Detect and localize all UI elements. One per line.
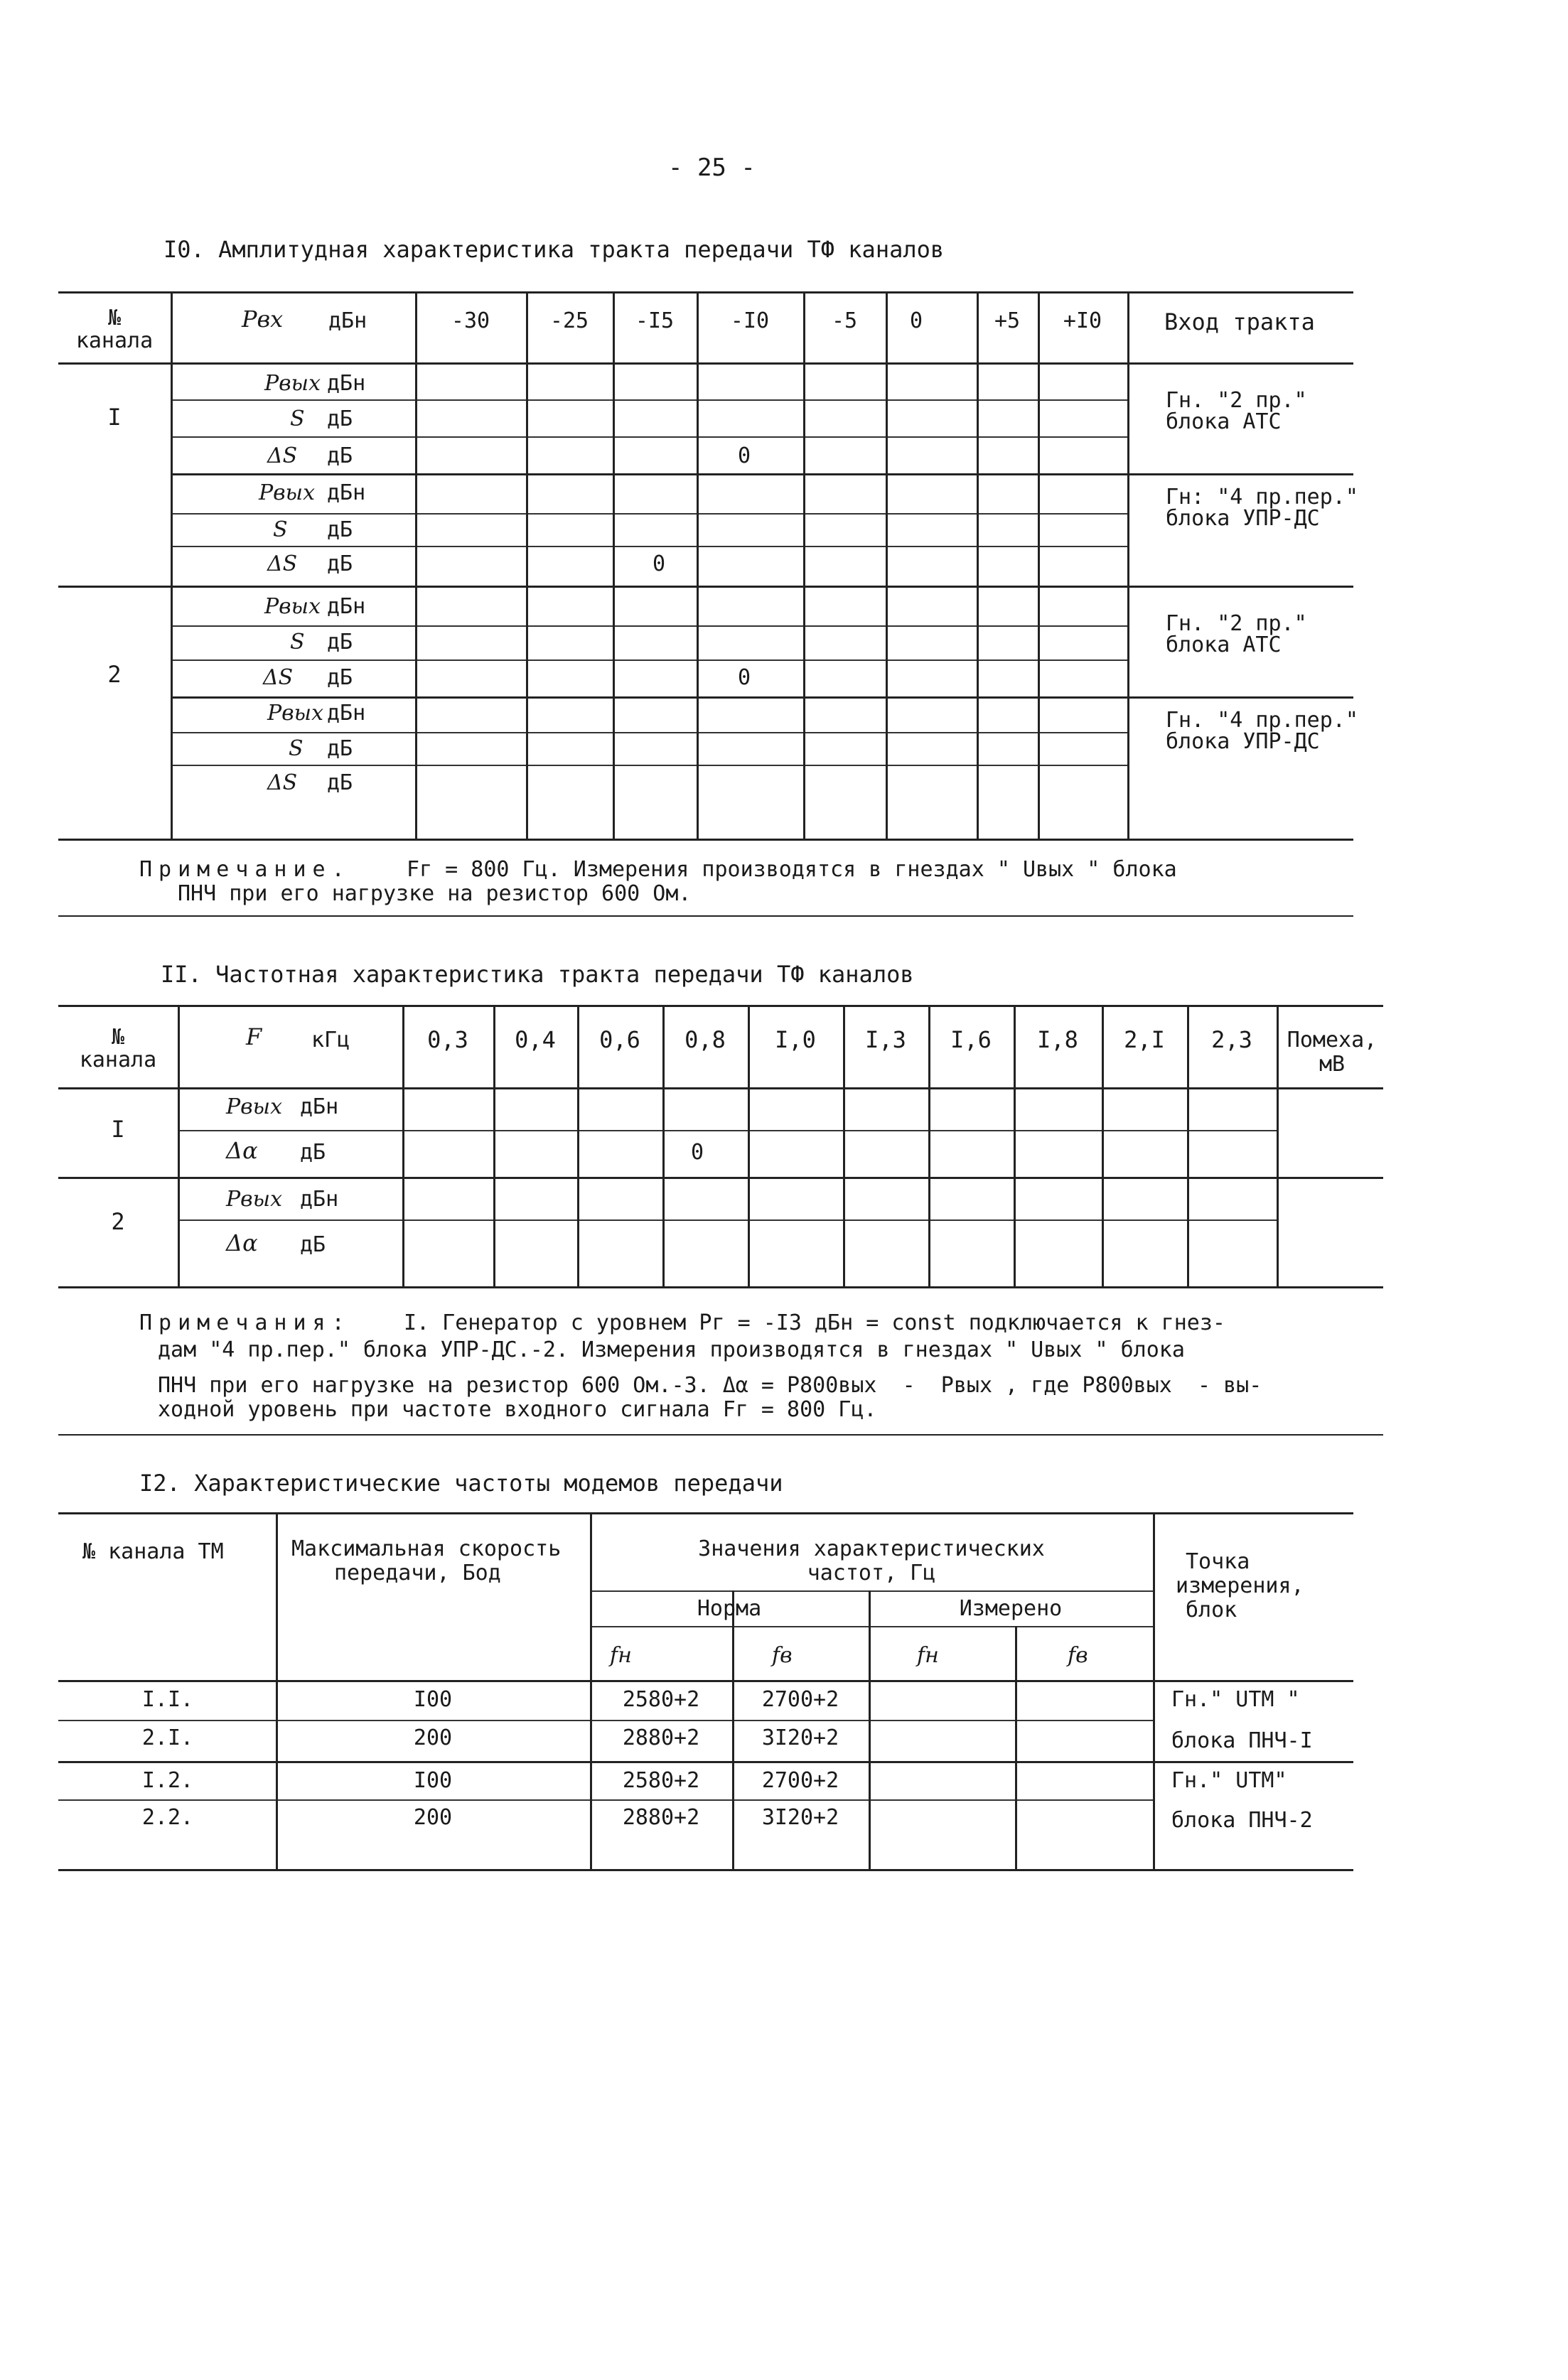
- norm-header: Норма: [697, 1596, 762, 1621]
- channel-number: I: [111, 1116, 125, 1143]
- fv-measured-header: fв: [1068, 1643, 1088, 1668]
- noise-unit: мВ: [1319, 1052, 1346, 1077]
- fv-value: 3I20+2: [761, 1725, 839, 1750]
- row-unit: дБ: [327, 770, 353, 795]
- input-jack: Гн. "2 пр.": [1166, 611, 1307, 636]
- channel-label-header: канала: [75, 328, 154, 353]
- fv-value: 3I20+2: [761, 1805, 839, 1830]
- zero-reference-mark: 0: [738, 665, 751, 690]
- speed-header: передачи, Бод: [334, 1561, 501, 1585]
- baud-rate: 200: [413, 1725, 453, 1750]
- fn-header: fн: [610, 1643, 632, 1668]
- noise-header: Помеха,: [1287, 1028, 1378, 1052]
- level-header: -30: [451, 308, 490, 333]
- row-symbol: S: [273, 517, 288, 542]
- row-unit: дБ: [327, 406, 353, 431]
- note-text: Fг = 800 Гц. Измерения производятся в гнездах " Uвых " блока: [407, 857, 1177, 882]
- channel-number: 2: [111, 1208, 125, 1235]
- fn-value: 2880+2: [622, 1725, 700, 1750]
- frequency-symbol: F: [246, 1023, 262, 1050]
- section12-title: I2. Характеристические частоты модемов передачи: [139, 1470, 783, 1497]
- row-symbol: Pвых: [264, 594, 321, 619]
- frequency-header: I,0: [775, 1026, 816, 1053]
- row-unit: дБн: [300, 1187, 339, 1212]
- row-symbol: Pвых: [226, 1094, 282, 1119]
- frequency-header: I,3: [865, 1026, 906, 1053]
- tm-channel: I.I.: [141, 1687, 194, 1712]
- notes-label: Примечания:: [139, 1310, 351, 1335]
- zero-reference-mark: 0: [691, 1140, 704, 1165]
- baud-rate: I00: [413, 1687, 453, 1712]
- row-symbol: ΔS: [267, 770, 298, 795]
- fn-measured-header: fн: [917, 1643, 939, 1668]
- fn-value: 2580+2: [622, 1687, 700, 1712]
- row-unit: дБ: [327, 665, 353, 690]
- fn-value: 2580+2: [622, 1768, 700, 1793]
- row-symbol: S: [289, 736, 304, 761]
- frequency-header: I,6: [950, 1026, 992, 1053]
- channel-label-header: канала: [79, 1048, 157, 1072]
- row-symbol: Pвых: [267, 701, 323, 726]
- row-symbol: Δα: [226, 1229, 258, 1256]
- notes-text: ПНЧ при его нагрузке на резистор 600 Ом.-3. Δα = P800вых - Pвых , где P800вых - вы-: [158, 1373, 1262, 1398]
- row-symbol: ΔS: [267, 443, 298, 468]
- row-unit: дБн: [327, 701, 366, 726]
- row-symbol: Pвых: [264, 371, 321, 396]
- row-unit: дБ: [300, 1140, 326, 1165]
- level-header: 0: [910, 308, 923, 333]
- level-header: -25: [549, 308, 589, 333]
- row-unit: дБ: [327, 736, 353, 761]
- baud-rate: 200: [413, 1805, 453, 1830]
- input-jack: Гн. "4 пр.пер.": [1166, 708, 1358, 733]
- frequency-header: 2,I: [1124, 1026, 1165, 1053]
- input-block: блока УПР-ДС: [1166, 506, 1320, 531]
- level-header: -I5: [635, 308, 675, 333]
- input-column-header: Вход тракта: [1164, 308, 1315, 335]
- channel-number: 2: [107, 661, 122, 688]
- input-jack: Гн: "4 пр.пер.": [1166, 485, 1358, 510]
- fv-value: 2700+2: [761, 1687, 839, 1712]
- pin-unit: дБн: [328, 308, 367, 333]
- row-unit: дБ: [300, 1232, 326, 1257]
- row-symbol: Pвых: [226, 1187, 282, 1212]
- measurement-block: блока ПНЧ-I: [1171, 1728, 1313, 1753]
- row-symbol: S: [290, 630, 305, 655]
- row-unit: дБн: [327, 371, 366, 396]
- row-symbol: Pвых: [259, 480, 315, 505]
- row-symbol: S: [290, 406, 305, 431]
- note-text: ПНЧ при его нагрузке на резистор 600 Ом.: [178, 881, 692, 906]
- tm-channel: 2.I.: [141, 1725, 194, 1750]
- values-header: частот, Гц: [807, 1561, 936, 1585]
- tm-channel: 2.2.: [141, 1805, 194, 1830]
- values-header: Значения характеристических: [698, 1536, 1045, 1561]
- row-symbol: ΔS: [263, 665, 294, 690]
- baud-rate: I00: [413, 1768, 453, 1793]
- point-header: Точка: [1186, 1549, 1250, 1574]
- zero-reference-mark: 0: [653, 551, 666, 576]
- page-number: - 25 -: [668, 154, 756, 182]
- row-unit: дБ: [327, 517, 353, 542]
- channel-no-header: №: [111, 1025, 125, 1050]
- frequency-header: 0,6: [599, 1026, 640, 1053]
- measurement-block: блока ПНЧ-2: [1171, 1808, 1313, 1833]
- level-header: +I0: [1063, 308, 1102, 333]
- frequency-header: 2,3: [1211, 1026, 1252, 1053]
- notes-text: I. Генератор с уровнем Pг = -I3 дБн = const подключается к гнез-: [404, 1310, 1225, 1335]
- row-unit: дБ: [327, 551, 353, 576]
- frequency-header: 0,8: [684, 1026, 726, 1053]
- row-unit: дБн: [327, 594, 366, 619]
- section11-title: II. Частотная характеристика тракта передачи ТФ каналов: [161, 961, 914, 988]
- level-header: -I0: [730, 308, 770, 333]
- level-header: +5: [994, 308, 1021, 333]
- input-block: блока АТС: [1166, 632, 1282, 657]
- measurement-point: Гн." UТМ": [1171, 1768, 1287, 1793]
- section10-title: I0. Амплитудная характеристика тракта передачи ТФ каналов: [163, 236, 945, 263]
- frequency-unit: кГц: [311, 1028, 350, 1052]
- fv-header: fв: [772, 1643, 793, 1668]
- channel-no-header: №: [107, 306, 122, 330]
- row-symbol: ΔS: [267, 551, 298, 576]
- point-header: блок: [1186, 1598, 1237, 1622]
- measured-header: Измерено: [959, 1596, 1063, 1621]
- channel-number: I: [107, 404, 122, 431]
- fv-value: 2700+2: [761, 1768, 839, 1793]
- frequency-header: 0,4: [515, 1026, 556, 1053]
- point-header: измерения,: [1176, 1573, 1304, 1598]
- row-unit: дБн: [300, 1094, 339, 1119]
- channel-header: № канала ТМ: [82, 1539, 224, 1564]
- notes-text: дам "4 пр.пер." блока УПР-ДС.-2. Измерения производятся в гнездах " Uвых " блока: [158, 1337, 1185, 1362]
- row-unit: дБ: [327, 630, 353, 655]
- note-label: Примечание.: [139, 857, 351, 882]
- pin-symbol: Pвх: [242, 306, 284, 333]
- input-block: блока УПР-ДС: [1166, 729, 1320, 754]
- input-jack: Гн. "2 пр.": [1166, 388, 1307, 413]
- level-header: -5: [831, 308, 858, 333]
- zero-reference-mark: 0: [738, 443, 751, 468]
- speed-header: Максимальная скорость: [291, 1536, 562, 1561]
- fn-value: 2880+2: [622, 1805, 700, 1830]
- notes-text: ходной уровень при частоте входного сигнала Fг = 800 Гц.: [158, 1397, 877, 1422]
- row-unit: дБн: [327, 480, 366, 505]
- row-symbol: Δα: [226, 1137, 258, 1164]
- row-unit: дБ: [327, 443, 353, 468]
- frequency-header: 0,3: [427, 1026, 468, 1053]
- input-block: блока АТС: [1166, 409, 1282, 434]
- frequency-header: I,8: [1037, 1026, 1078, 1053]
- measurement-point: Гн." UТМ ": [1171, 1687, 1300, 1712]
- tm-channel: I.2.: [141, 1768, 194, 1793]
